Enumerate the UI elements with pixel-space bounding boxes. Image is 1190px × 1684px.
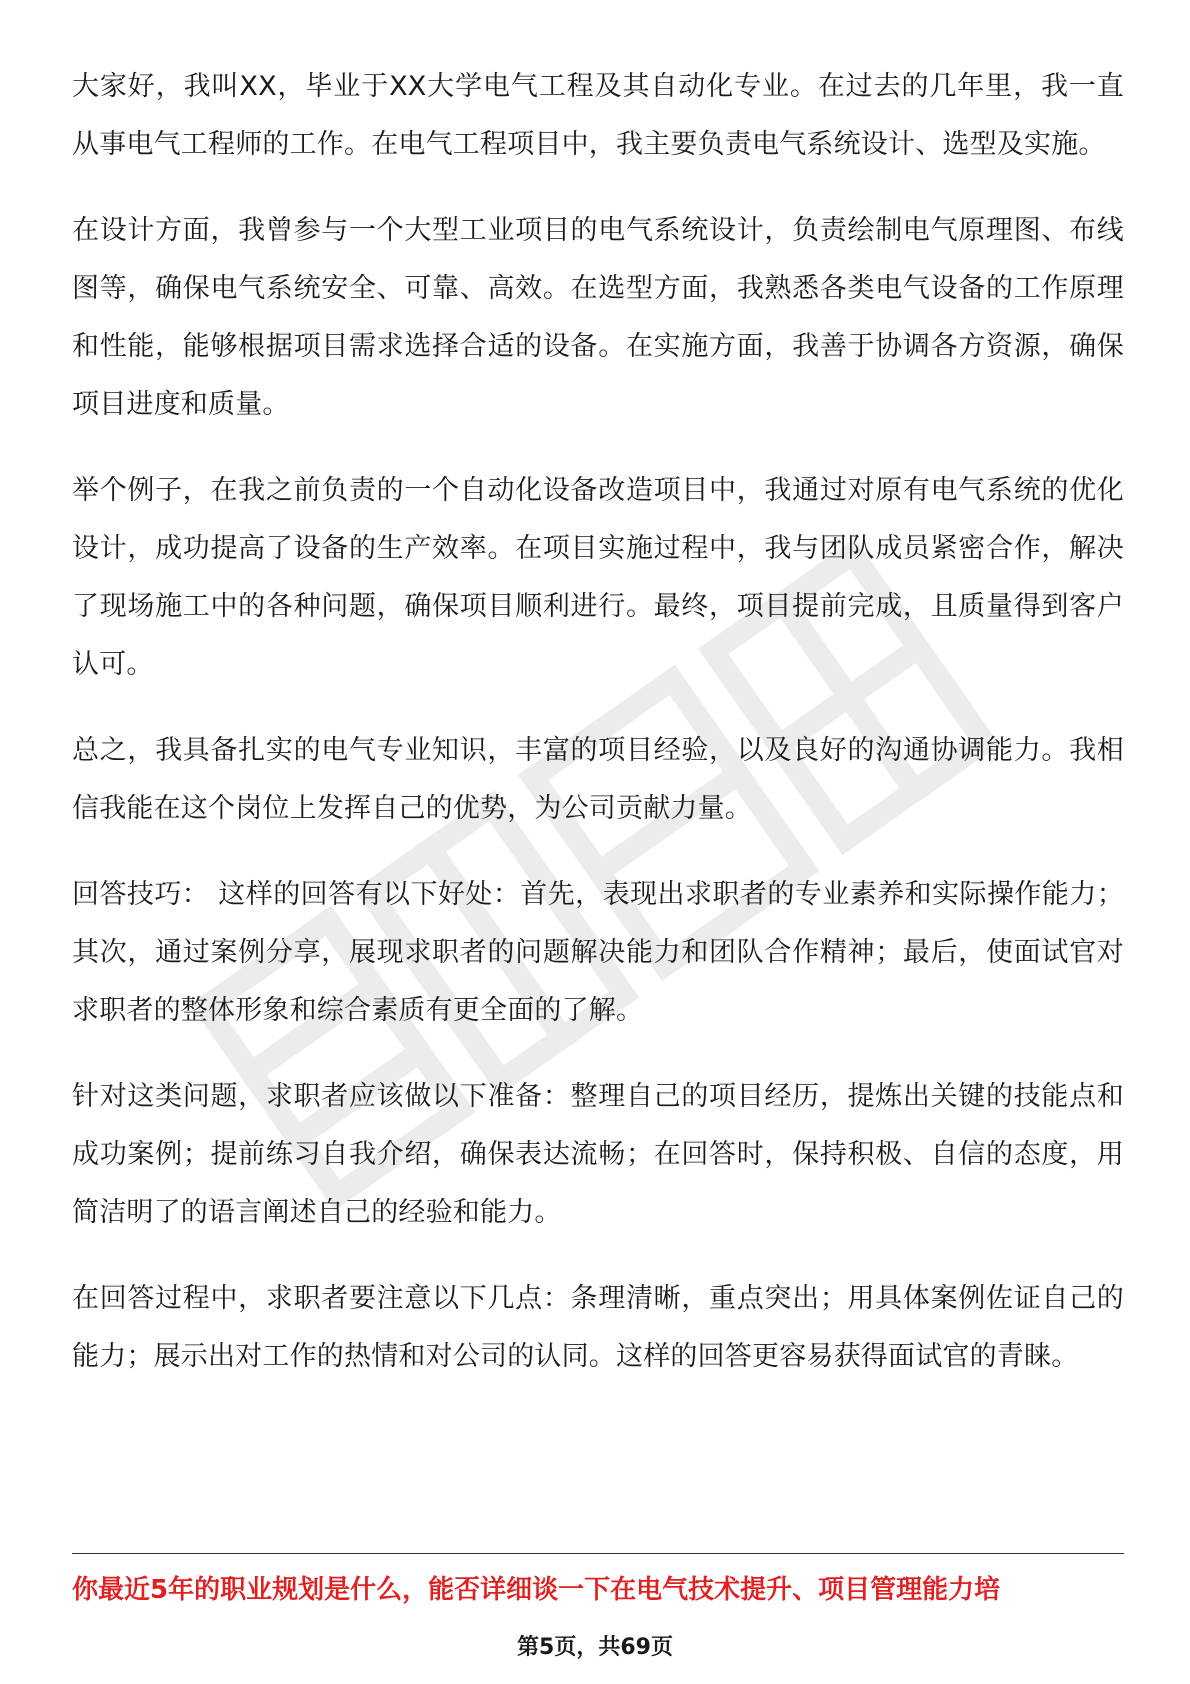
paragraph-intro: 大家好，我叫XX，毕业于XX大学电气工程及其自动化专业。在过去的几年里，我一直从事电气工程师的工作。在电气工程项目中，我主要负责电气系统设计、选型及实施。 <box>72 71 1124 160</box>
page-number: 第5页，共69页 <box>517 1635 673 1660</box>
section-divider <box>72 1553 1124 1554</box>
paragraph-design: 在设计方面，我曾参与一个大型工业项目的电气系统设计，负责绘制电气原理图、布线图等，确保电气系统安全、可靠、高效。在选型方面，我熟悉各类电气设备的工作原理和性能，能够根据项目需求选择合适的设备。在实施方面，我善于协调各方资源，确保项目进度和质量。 <box>72 215 1124 420</box>
paragraph-example: 举个例子，在我之前负责的一个自动化设备改造项目中，我通过对原有电气系统的优化设计，成功提高了设备的生产效率。在项目实施过程中，我与团队成员紧密合作，解决了现场施工中的各种问题，确保项目顺利进行。最终，项目提前完成，且质量得到客户认可。 <box>72 475 1124 680</box>
paragraph-notes: 在回答过程中，求职者要注意以下几点：条理清晰，重点突出；用具体案例佐证自己的能力；展示出对工作的热情和对公司的认同。这样的回答更容易获得面试官的青睐。 <box>72 1283 1124 1372</box>
paragraph-tips: 回答技巧： 这样的回答有以下好处：首先，表现出求职者的专业素养和实际操作能力；其次，通过案例分享，展现求职者的问题解决能力和团队合作精神；最后，使面试官对求职者的整体形象和综合素质有更全面的了解。 <box>72 879 1124 1026</box>
next-question-heading: 你最近5年的职业规划是什么，能否详细谈一下在电气技术提升、项目管理能力培 <box>72 1575 1001 1605</box>
paragraph-summary: 总之，我具备扎实的电气专业知识，丰富的项目经验，以及良好的沟通协调能力。我相信我能在这个岗位上发挥自己的优势，为公司贡献力量。 <box>72 735 1124 824</box>
document-body <box>72 58 1124 1414</box>
paragraph-preparation: 针对这类问题，求职者应该做以下准备：整理自己的项目经历，提炼出关键的技能点和成功案例；提前练习自我介绍，确保表达流畅；在回答时，保持积极、自信的态度，用简洁明了的语言阐述自己的经验和能力。 <box>72 1081 1124 1228</box>
